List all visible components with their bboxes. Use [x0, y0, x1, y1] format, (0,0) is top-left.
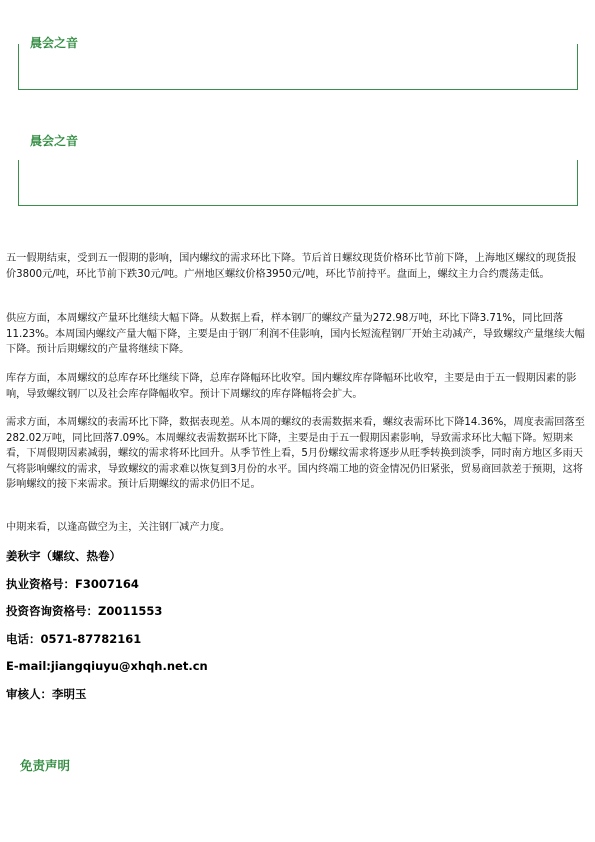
paragraph-inventory: 库存方面，本周螺纹的总库存环比继续下降，总库存降幅环比收窄。国内螺纹库存降幅环比收窄，主要是由于五一假期因素的影响，导致螺纹钢厂以及社会库存降幅收窄。预计下周螺纹的库存降幅将会扩大。 [6, 373, 577, 400]
reviewer: 审核人：李明玉 [6, 687, 87, 701]
section-box-1 [18, 44, 578, 90]
analyst-name: 姜秋宇（螺纹、热卷） [6, 549, 121, 563]
paragraph-demand: 需求方面，本周螺纹的表需环比下降，数据表现差。从本周的螺纹的表需数据来看，螺纹表需环比下降14.36%，周度表需回落至282.02万吨，同比回落7.09%。本周螺纹表需数据环比下降，主要是由于五一假期因素影响，导致需求环比大幅下降。短期来看，下周假期因素减弱，螺纹的需求将环比回升。从季节性上看，5月份螺纹需求将逐步从旺季转换到淡季，同时南方地区多雨天气将影响螺纹的需求，导致螺纹的需求难以恢复到3月份的水平。国内终端工地的资金情况仍旧紧张，贸易商回款差于预期，这将影响螺纹的接下来需求。预计后期螺纹的需求仍旧不足。 [6, 417, 585, 490]
section-title-2: 晨会之音 [30, 134, 79, 148]
analyst-consult-license: 投资咨询资格号：Z0011553 [6, 604, 163, 618]
paragraph-supply: 供应方面，本周螺纹产量环比继续大幅下降。从数据上看，样本钢厂的螺纹产量为272.98万吨，环比下降3.71%，同比回落11.23%。本周国内螺纹产量大幅下降，主要是由于钢厂利润不佳影响，国内长短流程钢厂开始主动减产，导致螺纹产量继续大幅下降。预计后期螺纹的产量将继续下降。 [6, 313, 585, 355]
analyst-license: 执业资格号：F3007164 [6, 577, 139, 591]
analyst-phone: 电话：0571-87782161 [6, 632, 142, 646]
disclaimer-title: 免责声明 [20, 758, 71, 773]
analyst-email[interactable]: E-mail:jiangqiuyu@xhqh.net.cn [6, 659, 208, 673]
paragraph-outlook: 中期来看，以逢高做空为主，关注钢厂减产力度。 [6, 522, 231, 533]
section-box-2 [18, 160, 578, 206]
paragraph-market: 五一假期结束，受到五一假期的影响，国内螺纹的需求环比下降。节后首日螺纹现货价格环比节前下降，上海地区螺纹的现货报价3800元/吨，环比节前下跌30元/吨。广州地区螺纹价格3950元/吨，环比节前持平。盘面上，螺纹主力合约震荡走低。 [6, 253, 577, 280]
section-title-1: 晨会之音 [30, 36, 79, 50]
